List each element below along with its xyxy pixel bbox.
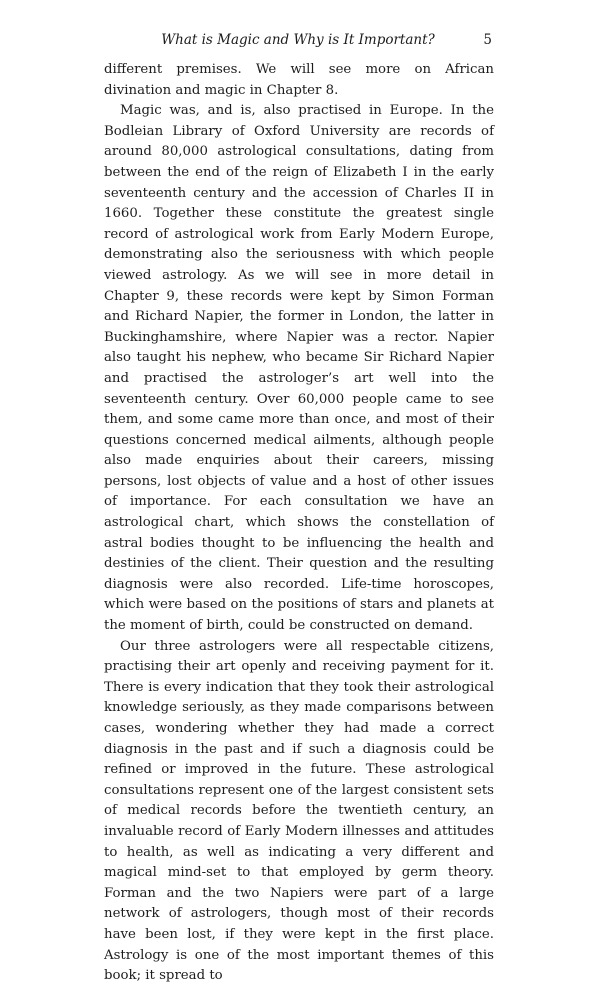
running-title: What is Magic and Why is It Important? [161, 32, 435, 48]
body-text [104, 60, 494, 987]
paragraph-continuation: different premises. We will see more on African divination and magic in Chapter 8. [104, 62, 494, 98]
page-number: 5 [483, 32, 492, 48]
running-head [104, 30, 492, 50]
paragraph-bodleian-records: Magic was, and is, also practised in Europe. In the Bodleian Library of Oxford University are records of around 80,000 astrological consultations, dating from between the end of the reign of Elizabeth I in the early seventeenth century and the accession of Charles II in 1660. Together these constitute the greatest single record of astrological work from Early Modern Europe, demonstrating also the seriousness with which people viewed astrology. As we will see in more detail in Chapter 9, these records were kept by Simon Forman and Richard Napier, the former in London, the latter in Buckinghamshire, where Napier was a rector. Napier also taught his nephew, who became Sir Richard Napier and practised the astrologer’s art well into the seventeenth century. Over 60,000 people came to see them, and some came more than once, and most of their questions concerned medical ailments, although people also made enquiries about their careers, missing persons, lost objects of value and a host of other issues of importance. For each consultation we have an astrological chart, which shows the constellation of astral bodies thought to be influencing the health and destinies of the client. Their question and the resulting diagnosis were also recorded. Life-time horoscopes, which were based on the positions of stars and planets at the moment of birth, could be constructed on demand. [104, 103, 494, 634]
paragraph-three-astrologers: Our three astrologers were all respectable citizens, practising their art openly and receiving payment for it. There is every indication that they took their astrological knowledge seriously, as they made comparisons between cases, wondering whether they had made a correct diagnosis in the past and if such a diagnosis could be refined or improved in the future. These astrological consultations represent one of the largest consistent sets of medical records before the twentieth century, an invaluable record of Early Modern illnesses and attitudes to health, as well as indicating a very different and magical mind-set to that employed by germ theory. Forman and the two Napiers were part of a large network of astrologers, though most of their records have been lost, if they were kept in the first place. Astrology is one of the most important themes of this book; it spread to [104, 638, 494, 984]
